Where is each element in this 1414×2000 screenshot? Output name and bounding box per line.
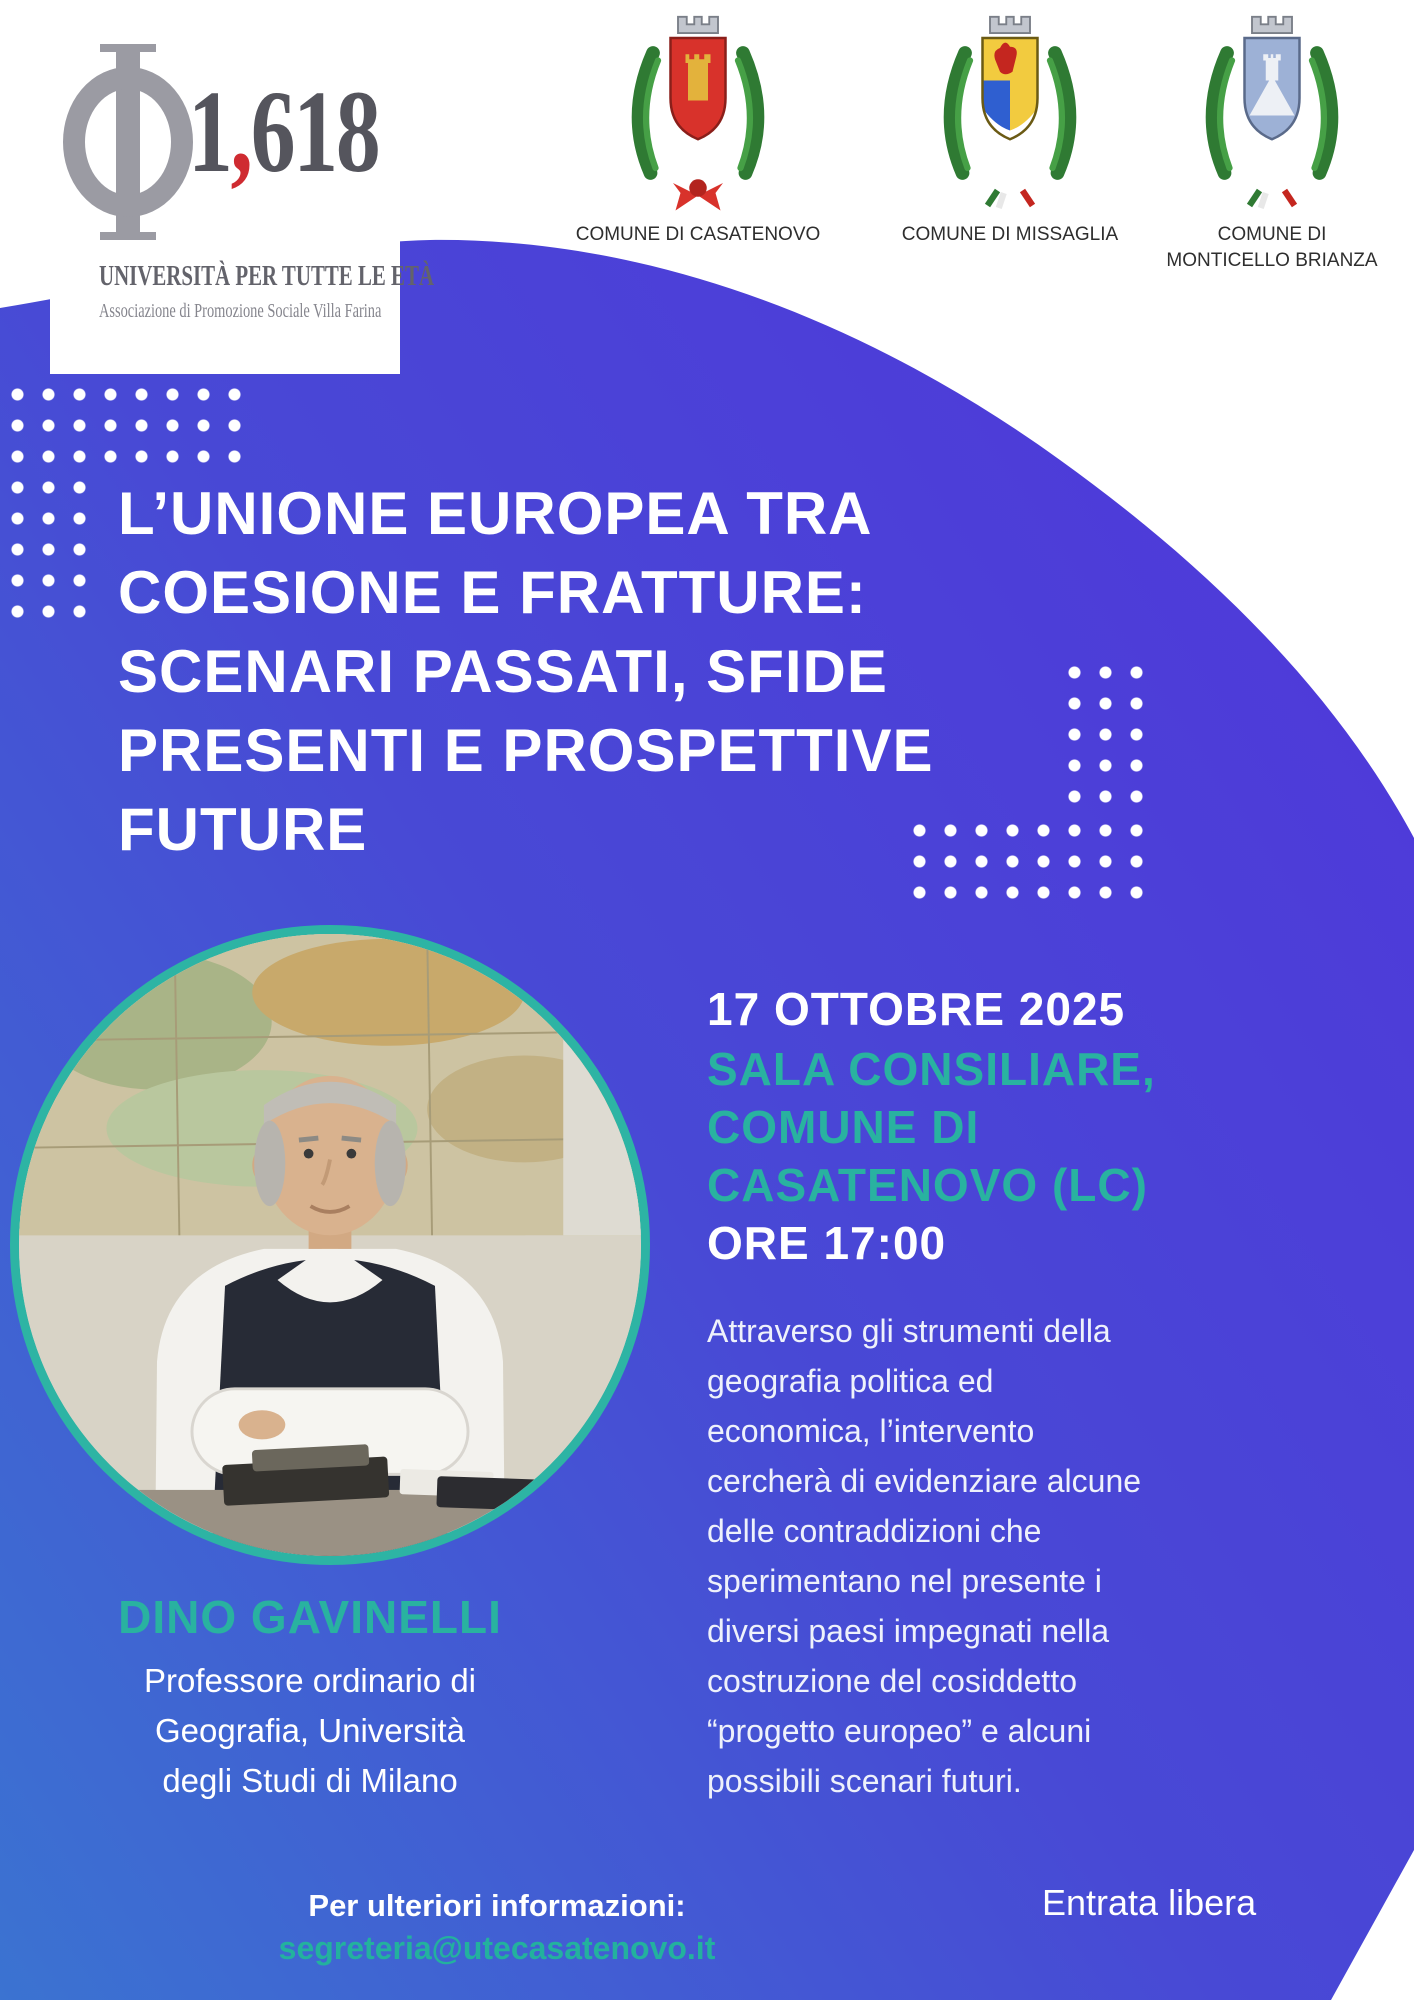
dot-pattern-top-left-wide [2,379,250,472]
description-line: cercherà di evidenziare alcune [707,1463,1142,1499]
description-line: geografia politica ed [707,1363,994,1399]
speaker-portrait-illustration [19,934,641,1556]
speaker-name: DINO GAVINELLI [118,1591,502,1643]
speaker-photo [10,925,650,1565]
event-title [118,474,934,869]
description-line: delle contraddizioni che [707,1513,1042,1549]
dot-pattern-right-column [1059,657,1152,812]
title-line-5: FUTURE [118,796,368,863]
municipality-monticello-brianza [1147,8,1397,274]
title-line-2: COESIONE E FRATTURE: [118,559,867,626]
university-logo-card [50,16,434,374]
venue-line-1: SALA CONSILIARE, [707,1043,1156,1095]
venue-line-2: COMUNE DI [707,1101,980,1153]
speaker-role [60,1656,560,1806]
venue-line-3: CASATENOVO (LC) [707,1159,1148,1211]
association-name: Associazione di Promozione Sociale Villa Farina [98,300,382,322]
free-admission-label: Entrata libera [1042,1882,1257,1923]
description-line: diversi paesi impegnati nella [707,1613,1109,1649]
description-line: sperimentano nel presente i [707,1563,1102,1599]
municipality-missaglia [885,8,1135,248]
casatenovo-coat-of-arms-icon [623,8,773,213]
dot-pattern-left-column [2,472,95,627]
event-venue [707,1040,1156,1214]
title-line-1: L’UNIONE EUROPEA TRA [118,480,873,547]
municipality-casatenovo [573,8,823,248]
municipality-label: COMUNE DI CASATENOVO [575,224,821,245]
golden-ratio-number: 1,618 [188,66,379,197]
description-line: economica, l’intervento [707,1413,1035,1449]
speaker-role-line: degli Studi di Milano [162,1762,458,1799]
speaker-role-line: Geografia, Università [155,1712,465,1749]
contact-email-link[interactable]: segreteria@utecasatenovo.it [278,1930,716,1966]
event-time: ORE 17:00 [707,1217,947,1269]
dot-pattern-right-wide [904,815,1152,908]
monticello-coat-of-arms-icon [1197,8,1347,213]
municipality-label: COMUNE DI MISSAGLIA [901,224,1119,245]
description-line: costruzione del cosiddetto [707,1663,1077,1699]
municipality-label: COMUNE DI [1217,224,1327,245]
title-line-4: PRESENTI E PROSPETTIVE [118,717,934,784]
speaker-role-line: Professore ordinario di [144,1662,476,1699]
phi-logo-icon [62,44,194,240]
info-label: Per ulteriori informazioni: [308,1888,686,1923]
description-line: “progetto europeo” e alcuni [707,1713,1092,1749]
missaglia-coat-of-arms-icon [935,8,1085,213]
title-line-3: SCENARI PASSATI, SFIDE [118,638,888,705]
event-description [707,1306,1141,1806]
description-line: possibili scenari futuri. [707,1763,1022,1799]
municipality-label-line2: MONTICELLO BRIANZA [1166,250,1378,271]
event-date: 17 OTTOBRE 2025 [707,983,1126,1035]
description-line: Attraverso gli strumenti della [707,1313,1111,1349]
university-name: UNIVERSITÀ PER TUTTE LE ETÀ [98,260,434,292]
